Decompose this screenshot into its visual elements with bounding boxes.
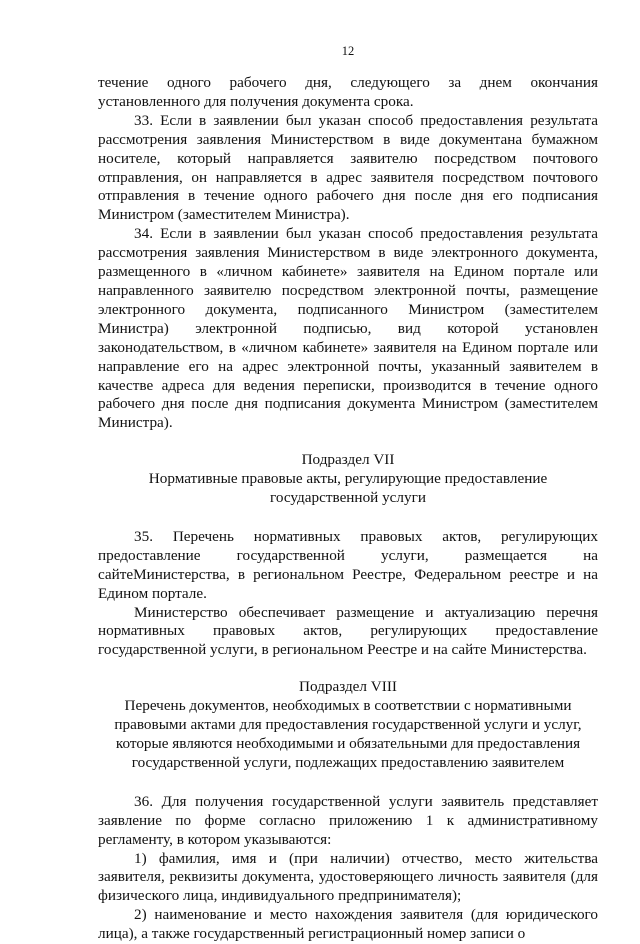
spacer — [98, 433, 598, 451]
spacer — [98, 508, 598, 528]
list-item-2: 2) наименование и место нахождения заявителя (для юридического лица), а также государственный регистрационный номер записи о — [98, 906, 598, 943]
subsection-8-heading — [98, 678, 598, 773]
paragraph-continuation: течение одного рабочего дня, следующего за днем окончания установленного для получения документа срока. — [98, 74, 598, 110]
page-number: 12 — [341, 44, 355, 58]
paragraph-34: 34. Если в заявлении был указан способ предоставления результата рассмотрения заявления Министерством в виде электронного документа, размещенного в «личном кабинете» заявителя на Едином портале или направленного заявителю посредством электронной почты, размещение электронного документа, подписанного Министром (заместителем Министра) электронной подписью, вид которой установлен законодательством, в «личном кабинете» заявителя на Едином портале или направление его на адрес электронной почты, указанный заявителем в качестве адреса для ведения переписки, производится в течение одного рабочего дня после дня подписания документа Министром (заместителем Министра). — [98, 225, 598, 432]
paragraph-33: 33. Если в заявлении был указан способ предоставления результата рассмотрения заявления Министерством в виде документана бумажном носителе, который направляется заявителю посредством почтового отправления, он направляется в адрес заявителя посредством почтового отправления в течение одного рабочего дня после дня его подписания Министром (заместителем Министра). — [98, 111, 598, 224]
subsection-8-text: Перечень документов, необходимых в соответствии с нормативными правовыми актами для предоставления государственной услуги и услуг, которые являются необходимыми и обязательными для предоставления государственной услуги, подлежащих предоставлению заявителем — [114, 697, 582, 771]
paragraph-ministry: Министерство обеспечивает размещение и актуализацию перечня нормативных правовых актов, регулирующих предоставление государственной услуги, в региональном Реестре и на сайте Министерства. — [98, 603, 598, 659]
spacer — [98, 660, 598, 678]
spacer — [98, 773, 598, 793]
subsection-7-heading — [98, 451, 598, 508]
list-item-1: 1) фамилия, имя и (при наличии) отчество, место жительства заявителя, реквизиты документа, удостоверяющего личность заявителя (для физического лица, индивидуального предпринимателя); — [98, 849, 598, 905]
subsection-7-title: Подраздел VII — [301, 451, 395, 469]
subsection-7-text: Нормативные правовые акты, регулирующие предоставление государственной услуги — [148, 470, 548, 507]
paragraph-36: 36. Для получения государственной услуги заявитель представляет заявление по форме согласно приложению 1 к административному регламенту, в котором указываются: — [98, 792, 598, 848]
subsection-8-title: Подраздел VIII — [299, 678, 397, 696]
paragraph-35: 35. Перечень нормативных правовых актов, регулирующих предоставление государственной услуги, размещается на сайтеМинистерства, в региональном Реестре, Федеральном реестре и на Едином портале. — [98, 527, 598, 602]
